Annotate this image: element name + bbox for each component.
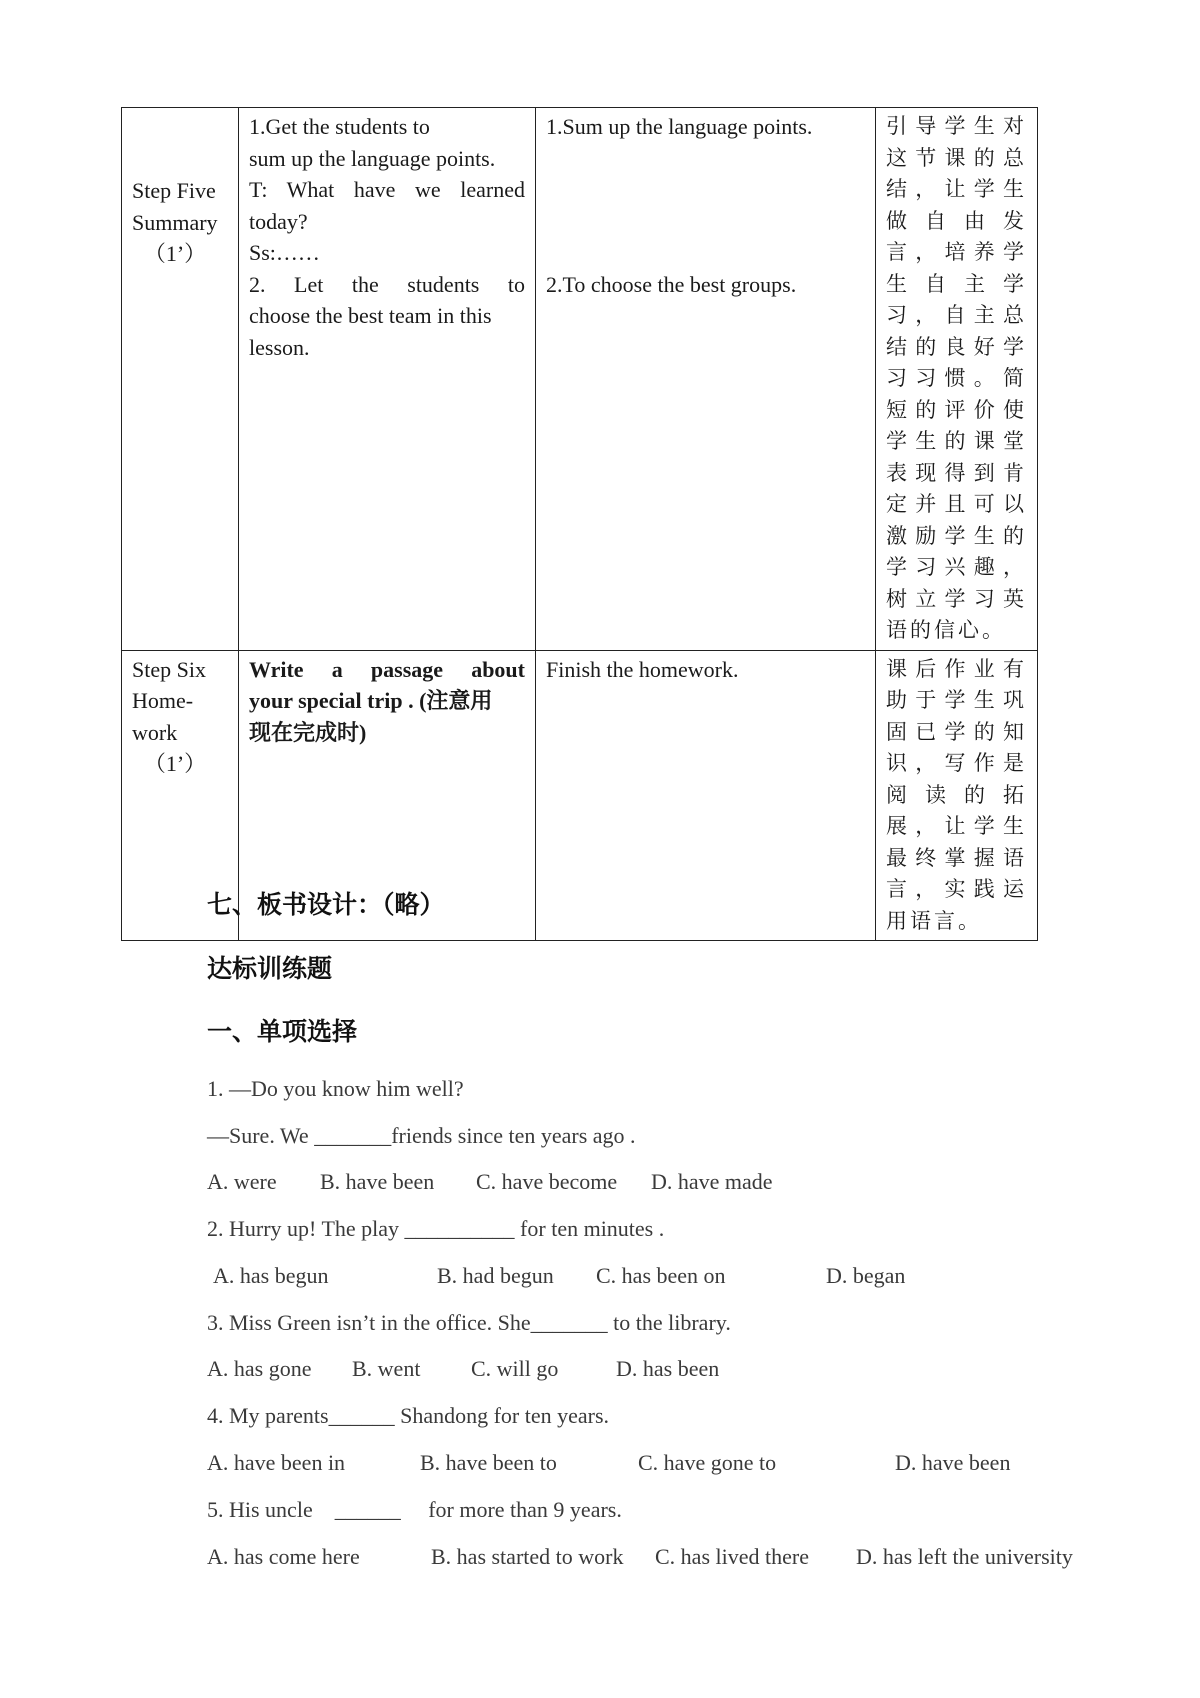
option-b: B. had begun [437,1263,554,1288]
option-d: D. have been [895,1450,1011,1475]
student-line: 2.To choose the best groups. [546,271,797,297]
purpose-cell: 课后作业有助于学生巩固已学的知识，写作是阅读的拓展，让学生最终掌握语言，实践运用语言。 [876,650,1038,941]
option-c: C. has been on [596,1263,726,1288]
teacher-line: sum up the language points. [249,145,496,171]
teacher-line: Ss:…… [249,240,320,265]
option-c: C. will go [471,1356,559,1381]
student-line: 1.Sum up the language points. [546,114,813,139]
question-3-line-1: 3. Miss Green isn’t in the office. She_______ to the library. [207,1310,731,1335]
student-line: Finish the homework. [546,656,739,682]
option-a: A. has come here [207,1544,360,1569]
step-title: work [132,719,178,745]
lesson-plan-table [121,107,1038,941]
teacher-line: 1.Get the students to [249,114,430,139]
step-title: Summary [132,209,218,235]
option-c: C. have gone to [638,1450,777,1475]
teacher-line: choose the best team in this [249,303,492,328]
question-1-line-1: 1. —Do you know him well? [207,1076,464,1101]
option-a: A. have been in [207,1450,346,1475]
option-d: D. has left the university [856,1544,1073,1569]
question-4-line-1: 4. My parents______ Shandong for ten years. [207,1403,610,1428]
step-name: Step Six [132,656,206,682]
step-time: （1’） [143,241,207,266]
question-5-line-1: 5. His uncle ______ for more than 9 years. [207,1497,622,1522]
teacher-line: 现在完成时) [249,719,367,745]
step-cell [122,108,239,651]
teacher-line: lesson. [249,334,310,360]
option-d: D. began [826,1263,906,1288]
option-c: C. has lived there [655,1544,809,1569]
teacher-line: today? [249,208,308,234]
option-b: B. have been [320,1169,435,1194]
teacher-line: T: What have we learned [249,177,525,202]
question-1-line-2: —Sure. We _______friends since ten years ago . [207,1123,636,1148]
student-activity-cell [536,108,876,651]
question-2-line-1: 2. Hurry up! The play __________ for ten minutes . [207,1216,665,1241]
option-a: A. has gone [207,1356,312,1381]
teacher-line: Write a passage about [249,656,525,682]
option-b: B. went [352,1356,421,1381]
option-d: D. have made [651,1169,773,1194]
student-activity-cell [536,650,876,941]
step-title: Home- [132,688,194,713]
option-a: A. has begun [213,1263,329,1288]
purpose-cell: 引导学生对这节课的总结，让学生做自由发言，培养学生自主学习，自主总结的良好学习习惯。简短的评价使学生的课堂表现得到肯定并且可以激励学生的学习兴趣，树立学习英语的信心。 [876,108,1038,651]
step-time: （1’） [143,751,207,776]
board-design-heading: 七、板书设计：（略） [207,890,445,919]
table-row-step-five [122,108,1038,651]
step-name: Step Five [132,178,216,203]
option-a: A. were [207,1169,277,1194]
practice-heading: 达标训练题 [207,954,333,983]
section-heading: 一、单项选择 [207,1017,358,1046]
option-c: C. have become [476,1169,618,1194]
option-b: B. have been to [420,1450,557,1475]
teacher-activity-cell [239,108,536,651]
teacher-line: 2. Let the students to [249,271,525,297]
option-d: D. has been [616,1356,720,1381]
option-b: B. has started to work [431,1544,624,1569]
teacher-line: your special trip . (注意用 [249,688,493,713]
